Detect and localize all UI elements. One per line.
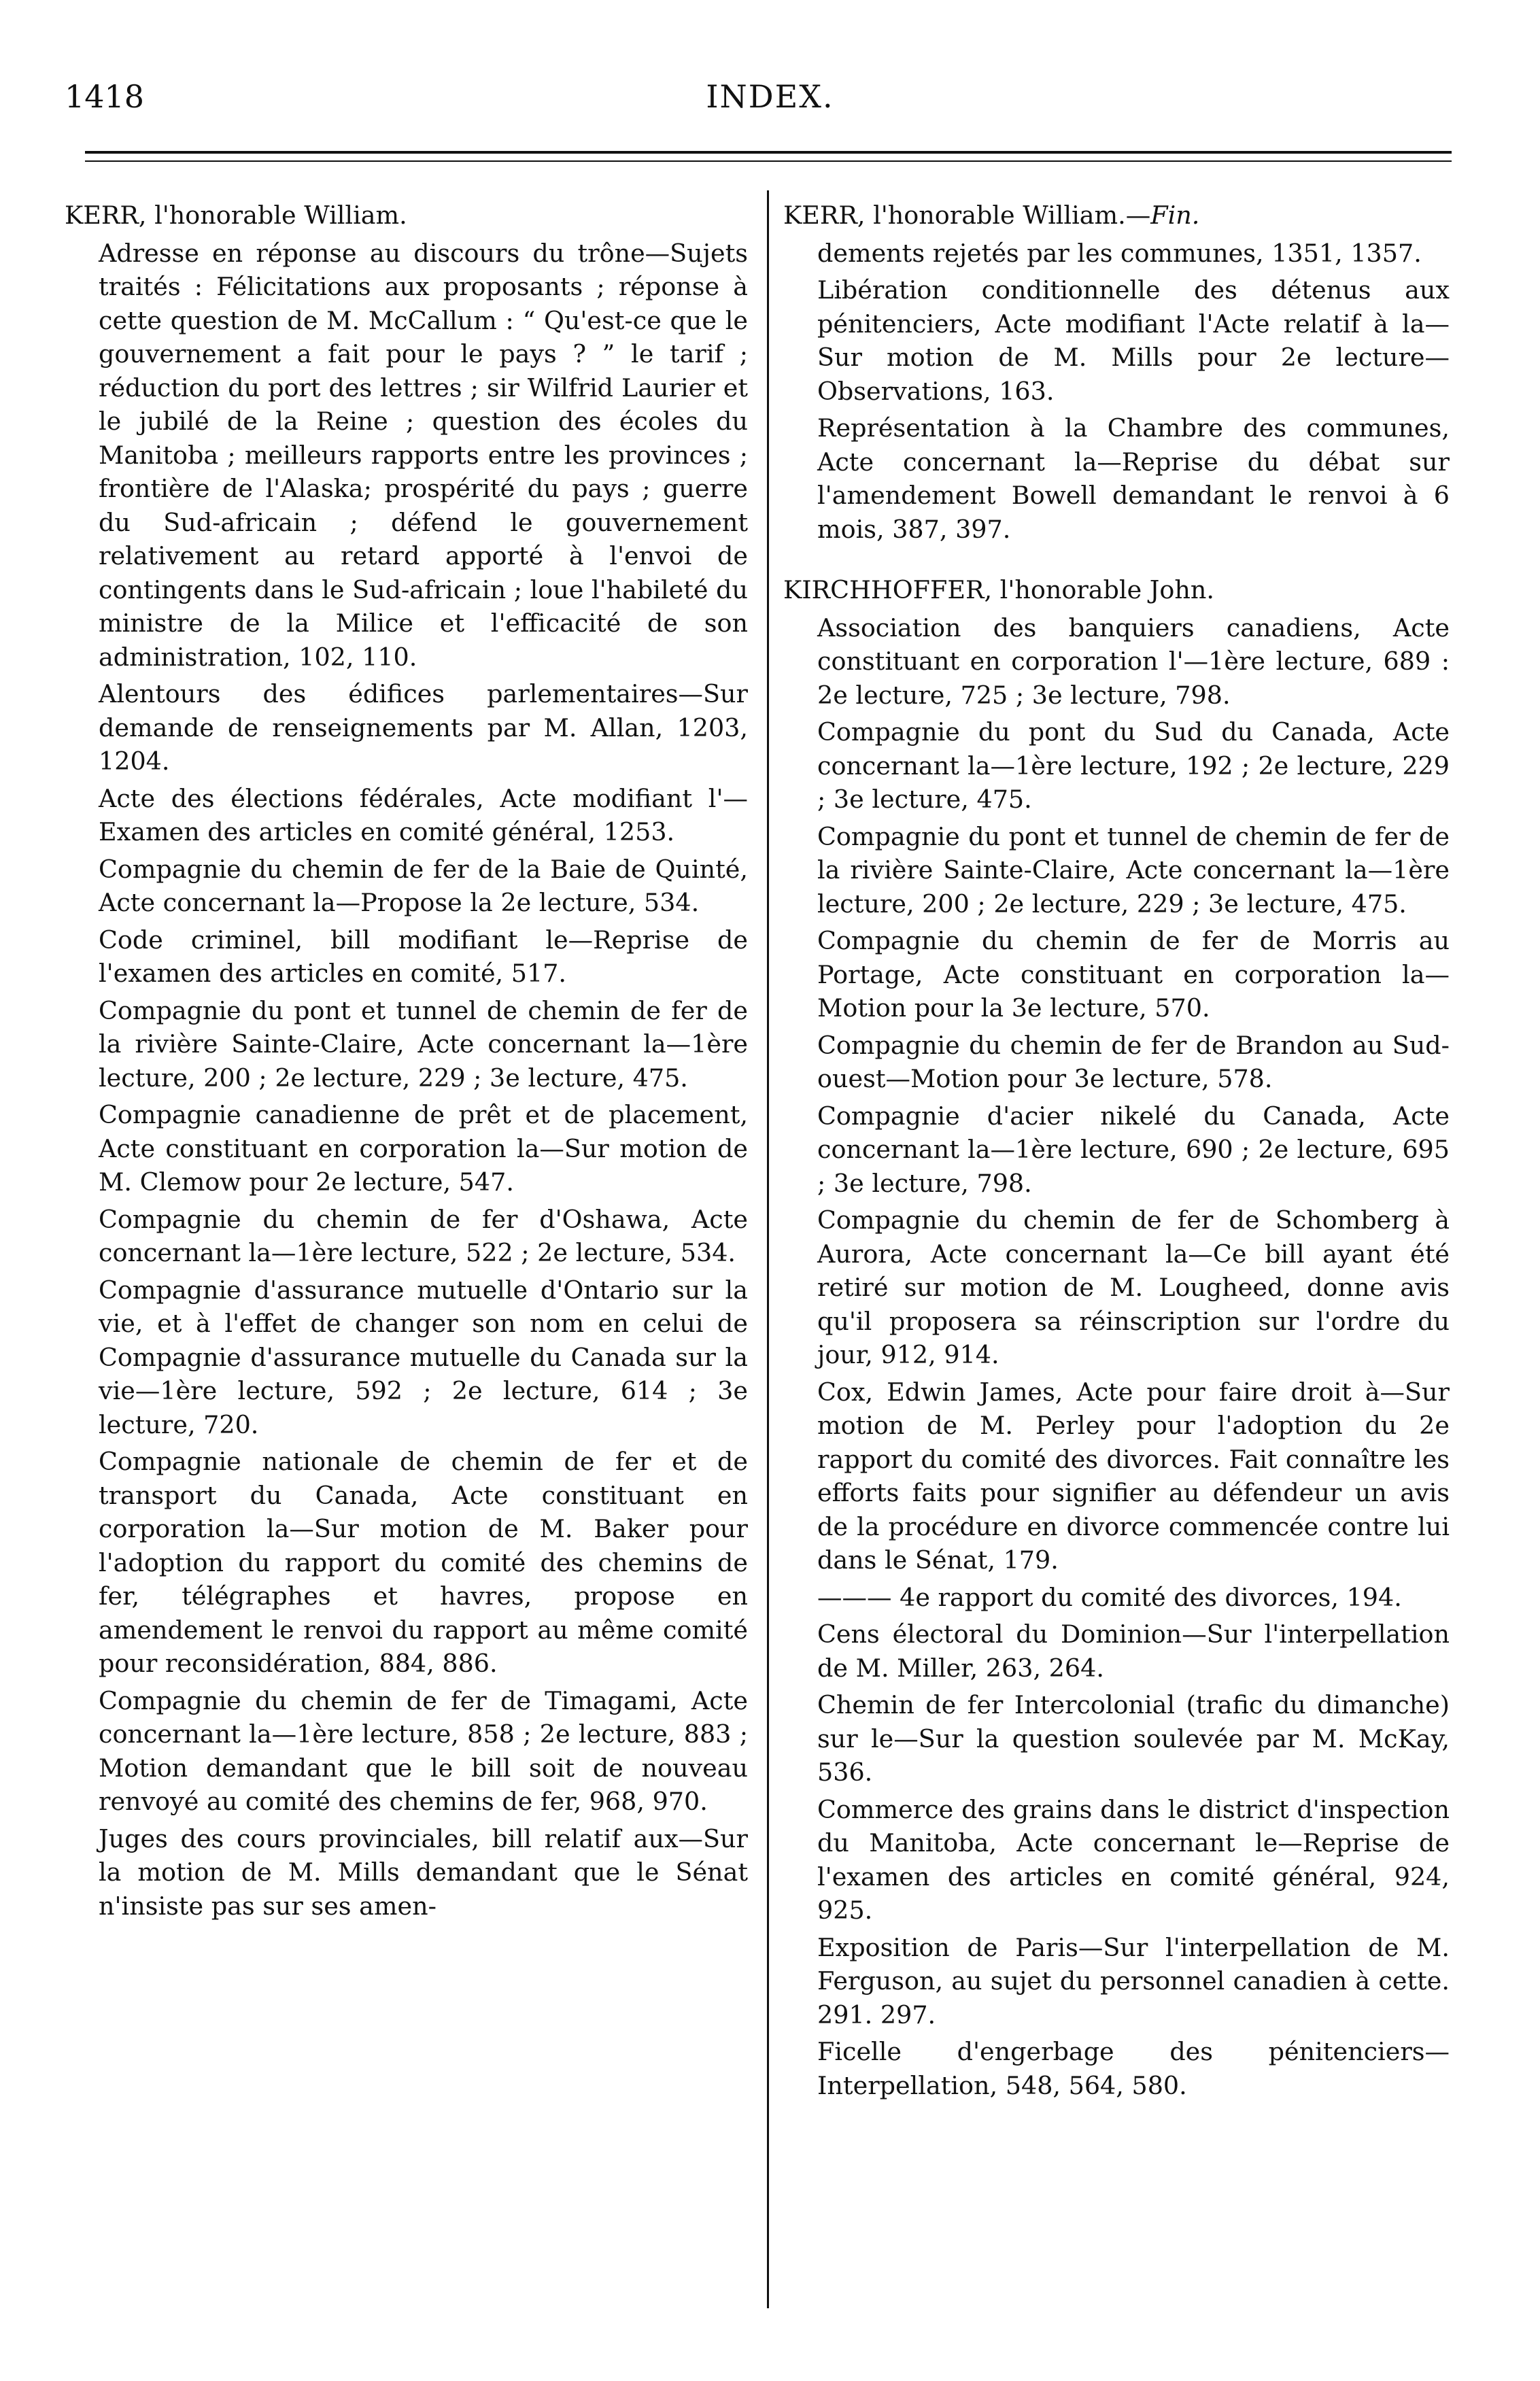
- index-entry: Compagnie du chemin de fer de Timagami, Acte concernant la—1ère lecture, 858 ; 2e lecture, 883 ; Motion demandant que le bill soit de nouveau renvoyé au comité des chemins de fer, 968, 970.: [99, 1685, 748, 1816]
- left-column: [65, 199, 748, 1926]
- index-entry: Alentours des édifices parlementaires—Sur demande de renseignements par M. Allan, 1203, 1204.: [99, 679, 748, 776]
- entry-heading-kerr-continued: [783, 199, 1450, 233]
- running-head: INDEX.: [706, 78, 834, 115]
- index-entry: Compagnie du chemin de fer d'Oshawa, Acte concernant la—1ère lecture, 522 ; 2e lecture, 534.: [99, 1204, 748, 1267]
- index-entry: Ficelle d'engerbage des pénitenciers—Interpellation, 548, 564, 580.: [817, 2037, 1450, 2100]
- index-entry: Compagnie du chemin de fer de la Baie de Quinté, Acte concernant la—Propose la 2e lecture, 534.: [99, 854, 748, 917]
- index-entry: Compagnie d'assurance mutuelle d'Ontario sur la vie, et à l'effet de changer son nom en celui de Compagnie d'assurance mutuelle du Canada sur la vie—1ère lecture, 592 ; 2e lecture, 614 ; 3e lecture, 720.: [99, 1275, 748, 1439]
- index-entry: dements rejetés par les communes, 1351, 1357.: [817, 238, 1422, 268]
- index-entry: Acte des élections fédérales, Acte modifiant l'—Examen des articles en comité général, 1253.: [99, 783, 748, 846]
- index-entry-dash: ——— 4e rapport du comité des divorces, 194.: [817, 1582, 1402, 1612]
- index-entry: Représentation à la Chambre des communes, Acte concernant la—Reprise du débat sur l'amendement Bowell demandant le renvoi à 6 mois, 387, 397.: [817, 413, 1450, 544]
- fin-label: Fin.: [1150, 201, 1200, 230]
- heading-text: KERR, l'honorable William.—: [783, 201, 1151, 230]
- index-entry: Compagnie nationale de chemin de fer et de transport du Canada, Acte constituant en corporation la—Sur motion de M. Baker pour l'adoption du rapport du comité des chemins de fer, télégraphes et havres, propose en amendement le renvoi du rapport au même comité pour reconsidération, 884, 886.: [99, 1447, 748, 1678]
- index-entry: Cox, Edwin James, Acte pour faire droit à—Sur motion de M. Perley pour l'adoption du 2e rapport du comité des divorces. Fait connaître les efforts faits pour signifier au défendeur un avis de la procédure en divorce commencée contre lui dans le Sénat, 179.: [817, 1377, 1450, 1575]
- index-entry: Compagnie du chemin de fer de Morris au Portage, Acte constituant en corporation la—Motion pour la 3e lecture, 570.: [817, 926, 1450, 1023]
- index-entry: Adresse en réponse au discours du trône—Sujets traités : Félicitations aux proposants ; réponse à cette question de M. McCallum : “ Qu'est-ce que le gouvernement a fait pour le pays ? ” le tarif ; réduction du port des lettres ; sir Wilfrid Laurier et le jubilé de la Reine ; question des écoles du Manitoba ; meilleurs rapports entre les provinces ; frontière de l'Alaska; prospérité du pays ; guerre du Sud-africain ; défend le gouvernement relativement au retard apporté à l'envoi de contingents dans le Sud-africain ; loue l'habileté du ministre de la Milice et l'efficacité de son administration, 102, 110.: [99, 238, 748, 672]
- header-rule-thick: [85, 151, 1452, 154]
- index-entry: Compagnie du chemin de fer de Brandon au Sud-ouest—Motion pour 3e lecture, 578.: [817, 1030, 1450, 1093]
- index-entry: Libération conditionnelle des détenus aux pénitenciers, Acte modifiant l'Acte relatif à la—Sur motion de M. Mills pour 2e lecture—Observations, 163.: [817, 275, 1450, 406]
- index-entry: Commerce des grains dans le district d'inspection du Manitoba, Acte concernant le—Reprise de l'examen des articles en comité général, 924, 925.: [817, 1794, 1450, 1925]
- entry-heading-kerr: KERR, l'honorable William.: [65, 201, 407, 230]
- index-entry: Cens électoral du Dominion—Sur l'interpellation de M. Miller, 263, 264.: [817, 1620, 1450, 1683]
- index-entry: Chemin de fer Intercolonial (trafic du dimanche) sur le—Sur la question soulevée par M. McKay, 536.: [817, 1690, 1450, 1787]
- index-entry: Exposition de Paris—Sur l'interpellation de M. Ferguson, au sujet du personnel canadien à cette. 291. 297.: [817, 1932, 1450, 2029]
- index-entry: Association des banquiers canadiens, Acte constituant en corporation l'—1ère lecture, 689 : 2e lecture, 725 ; 3e lecture, 798.: [817, 613, 1450, 710]
- right-column: [783, 199, 1450, 2106]
- index-entry: Compagnie du pont et tunnel de chemin de fer de la rivière Sainte-Claire, Acte concernant la—1ère lecture, 200 ; 2e lecture, 229 ; 3e lecture, 475.: [817, 821, 1450, 919]
- index-entry: Juges des cours provinciales, bill relatif aux—Sur la motion de M. Mills demandant que le Sénat n'insiste pas sur ses amen-: [99, 1823, 748, 1921]
- index-entry: Code criminel, bill modifiant le—Reprise de l'examen des articles en comité, 517.: [99, 925, 748, 988]
- index-entry: Compagnie du pont du Sud du Canada, Acte concernant la—1ère lecture, 192 ; 2e lecture, 229 ; 3e lecture, 475.: [817, 717, 1450, 814]
- page-number: 1418: [65, 78, 145, 115]
- index-entry: Compagnie du chemin de fer de Schomberg à Aurora, Acte concernant la—Ce bill ayant été retiré sur motion de M. Lougheed, donne avis qu'il proposera sa réinscription sur l'ordre du jour, 912, 914.: [817, 1205, 1450, 1369]
- header-rule-thin: [85, 160, 1452, 162]
- index-entry: Compagnie canadienne de prêt et de placement, Acte constituant en corporation la—Sur motion de M. Clemow pour 2e lecture, 547.: [99, 1100, 748, 1197]
- index-entry: Compagnie d'acier nikelé du Canada, Acte concernant la—1ère lecture, 690 ; 2e lecture, 695 ; 3e lecture, 798.: [817, 1101, 1450, 1198]
- index-entry: Compagnie du pont et tunnel de chemin de fer de la rivière Sainte-Claire, Acte concernant la—1ère lecture, 200 ; 2e lecture, 229 ; 3e lecture, 475.: [99, 995, 748, 1093]
- column-divider: [767, 190, 769, 2308]
- entry-heading-kirchhoffer: KIRCHHOFFER, l'honorable John.: [783, 575, 1215, 604]
